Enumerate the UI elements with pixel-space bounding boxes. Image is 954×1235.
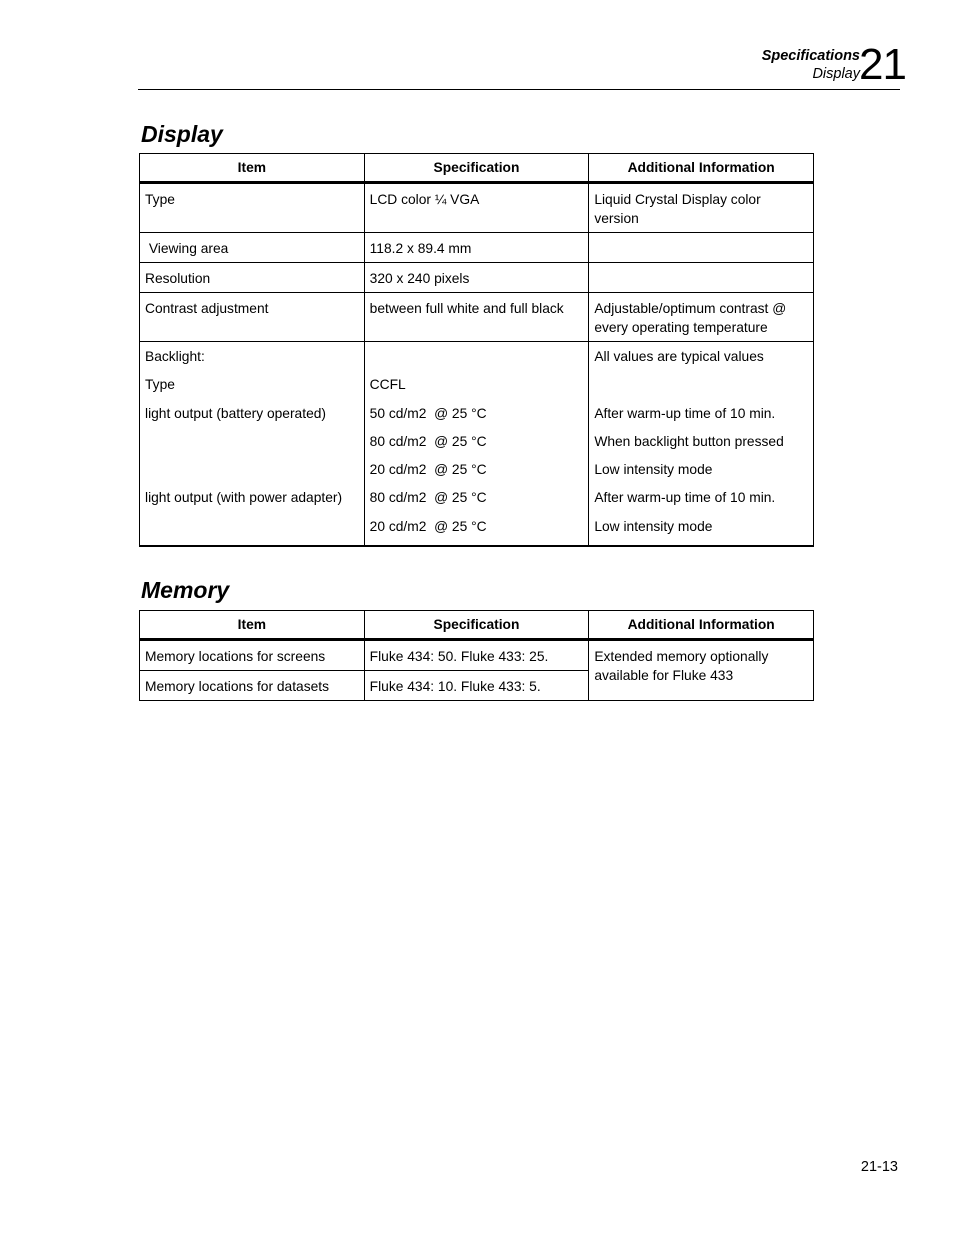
memory-table xyxy=(139,610,814,701)
backlight-spec: 80 cd/m2 @ 25 °C xyxy=(369,490,487,506)
column-header-item: Item xyxy=(140,611,365,640)
row-item: Type xyxy=(140,183,365,233)
row-item: Viewing area xyxy=(140,233,365,263)
backlight-item: Type xyxy=(145,377,175,393)
backlight-info: When backlight button pressed xyxy=(594,433,784,449)
row-spec: 320 x 240 pixels xyxy=(364,263,589,293)
backlight-info: Low intensity mode xyxy=(594,518,713,534)
row-info xyxy=(589,233,814,263)
row-spec: Fluke 434: 10. Fluke 433: 5. xyxy=(364,671,589,701)
backlight-info-cell xyxy=(589,342,814,547)
row-info: Extended memory optionally available for Fluke 433 xyxy=(589,640,814,701)
backlight-item: light output (battery operated) xyxy=(145,405,327,421)
chapter-number: 21 xyxy=(859,40,906,89)
row-item: Contrast adjustment xyxy=(140,293,365,342)
backlight-item xyxy=(145,517,359,545)
backlight-row xyxy=(140,342,814,547)
table-row xyxy=(140,183,814,233)
backlight-info: Low intensity mode xyxy=(594,462,713,478)
memory-table-header xyxy=(140,611,814,640)
row-spec: 118.2 x 89.4 mm xyxy=(364,233,589,263)
table-row xyxy=(140,293,814,342)
backlight-info xyxy=(594,375,808,403)
row-item: Memory locations for datasets xyxy=(140,671,365,701)
backlight-spec: 80 cd/m2 @ 25 °C xyxy=(369,433,487,449)
chapter-title: Specifications xyxy=(761,48,860,64)
table-row xyxy=(140,233,814,263)
header-rule xyxy=(138,89,900,90)
column-header-specification: Specification xyxy=(364,611,589,640)
row-spec: LCD color ¼ VGA xyxy=(364,183,589,233)
backlight-info: After warm-up time of 10 min. xyxy=(594,490,776,506)
row-spec: Fluke 434: 50. Fluke 433: 25. xyxy=(364,640,589,671)
backlight-info: After warm-up time of 10 min. xyxy=(594,405,776,421)
row-info xyxy=(589,263,814,293)
column-header-additional-information: Additional Information xyxy=(589,611,814,640)
column-header-item: Item xyxy=(140,154,365,183)
row-info: Adjustable/optimum contrast @ every operating temperature xyxy=(589,293,814,342)
backlight-spec xyxy=(370,347,584,375)
display-table xyxy=(139,153,814,547)
row-info: Liquid Crystal Display color version xyxy=(589,183,814,233)
backlight-spec: CCFL xyxy=(369,377,406,393)
table-row xyxy=(140,640,814,671)
backlight-info: All values are typical values xyxy=(594,349,764,364)
backlight-item-cell xyxy=(140,342,365,547)
memory-heading: Memory xyxy=(141,577,230,603)
backlight-item xyxy=(145,432,359,460)
page-number: 21-13 xyxy=(860,1159,898,1175)
backlight-item xyxy=(145,460,359,488)
row-item: Memory locations for screens xyxy=(140,640,365,671)
section-name: Display xyxy=(812,66,860,82)
backlight-spec: 50 cd/m2 @ 25 °C xyxy=(369,405,487,421)
row-item: Resolution xyxy=(140,263,365,293)
column-header-specification: Specification xyxy=(364,154,589,183)
backlight-item: light output (with power adapter) xyxy=(145,490,343,506)
backlight-spec-cell xyxy=(364,342,589,547)
display-heading: Display xyxy=(141,121,223,147)
backlight-spec: 20 cd/m2 @ 25 °C xyxy=(369,518,487,534)
backlight-spec: 20 cd/m2 @ 25 °C xyxy=(369,462,487,478)
backlight-item: Backlight: xyxy=(145,349,205,364)
column-header-additional-information: Additional Information xyxy=(589,154,814,183)
display-table-header xyxy=(140,154,814,183)
row-spec: between full white and full black xyxy=(364,293,589,342)
table-row xyxy=(140,263,814,293)
